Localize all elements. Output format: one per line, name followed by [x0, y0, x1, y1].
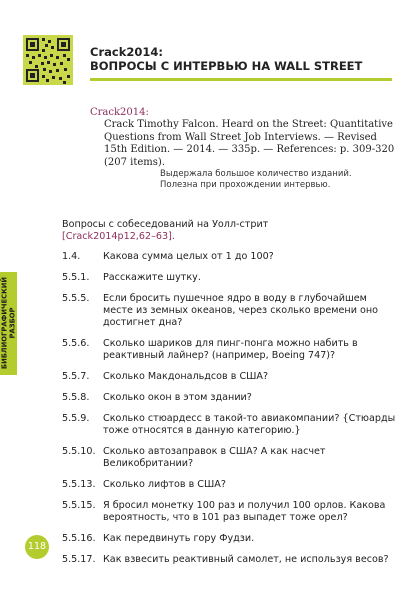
reference-block: [90, 106, 395, 191]
question-number: 5.5.7.: [62, 371, 90, 382]
question-text: Как взвесить реактивный самолет, не используя весов?: [103, 554, 389, 565]
question-number: 5.5.8.: [62, 392, 90, 403]
question-item: [62, 479, 397, 491]
question-item: [62, 338, 397, 362]
title-line-2: ВОПРОСЫ С ИНТЕРВЬЮ НА WALL STREET: [90, 59, 363, 73]
question-item: [62, 413, 397, 437]
reference-text: Crack Timothy Falcon. Heard on the Street: Quantitative Questions from Wall Street Job Interviews. — Revised 15th Edition. — 2014. — 335p. — References: p. 309-320 (207 items).: [104, 119, 395, 168]
intro-text: Вопросы с собеседований на Уолл-стрит: [62, 219, 269, 230]
intro-citation: [Crack2014p12,62–63].: [62, 231, 175, 242]
page-title: [90, 45, 362, 73]
question-item: [62, 251, 397, 263]
question-item: [62, 392, 397, 404]
question-number: 5.5.10.: [62, 446, 96, 457]
question-text: Сколько Макдональдсов в США?: [103, 371, 269, 382]
question-number: 1.4.: [62, 251, 81, 262]
side-tab-line-1: БИБЛИОГРАФИЧЕСКИЙ: [0, 276, 8, 370]
question-number: 5.5.16.: [62, 533, 96, 544]
title-line-1: Crack2014:: [90, 45, 163, 59]
reference-note-1: Выдержала большое количество изданий.: [160, 169, 352, 179]
question-text: Если бросить пушечное ядро в воду в глубочайшем месте из земных океанов, через сколько времени оно достигнет дна?: [103, 293, 379, 328]
question-number: 5.5.1.: [62, 272, 90, 283]
question-number: 5.5.9.: [62, 413, 90, 424]
question-text: Какова сумма целых от 1 до 100?: [103, 251, 274, 262]
question-text: Как передвинуть гору Фудзи.: [103, 533, 255, 544]
question-text: Сколько лифтов в США?: [103, 479, 226, 490]
question-item: [62, 272, 397, 284]
page-number: 118: [25, 535, 49, 559]
reference-key: Crack2014:: [90, 107, 149, 118]
question-item: [62, 371, 397, 383]
question-text: Сколько стюардесс в такой-то авиакомпании? {Стюарды тоже относятся в данную категорию.}: [103, 413, 396, 436]
question-list: [62, 251, 397, 566]
intro-paragraph: [62, 219, 397, 243]
question-text: Сколько окон в этом здании?: [103, 392, 252, 403]
question-text: Сколько шариков для пинг-понга можно набить в реактивный лайнер? (например, Boeing 747)?: [103, 338, 358, 361]
side-tab-line-2: РАЗБОР: [7, 307, 16, 339]
side-tab-label: [1, 277, 16, 369]
qr-code-icon: [23, 35, 73, 85]
main-content: [62, 219, 397, 575]
question-text: Сколько автозаправок в США? А как насчет Великобритании?: [103, 446, 326, 469]
question-item: [62, 533, 397, 545]
section-side-tab: [0, 272, 17, 375]
question-number: 5.5.5.: [62, 293, 90, 304]
question-item: [62, 446, 397, 470]
question-number: 5.5.17.: [62, 554, 96, 565]
question-number: 5.5.6.: [62, 338, 90, 349]
question-item: [62, 293, 397, 329]
question-item: [62, 554, 397, 566]
reference-note-2: Полезна при прохождении интервью.: [160, 180, 331, 190]
question-text: Я бросил монетку 100 раз и получил 100 орлов. Какова вероятность, что в 101 раз выпадет тоже орел?: [103, 500, 386, 523]
question-number: 5.5.13.: [62, 479, 96, 490]
question-item: [62, 500, 397, 524]
question-text: Расскажите шутку.: [103, 272, 201, 283]
header-divider: [90, 78, 392, 81]
question-number: 5.5.15.: [62, 500, 96, 511]
